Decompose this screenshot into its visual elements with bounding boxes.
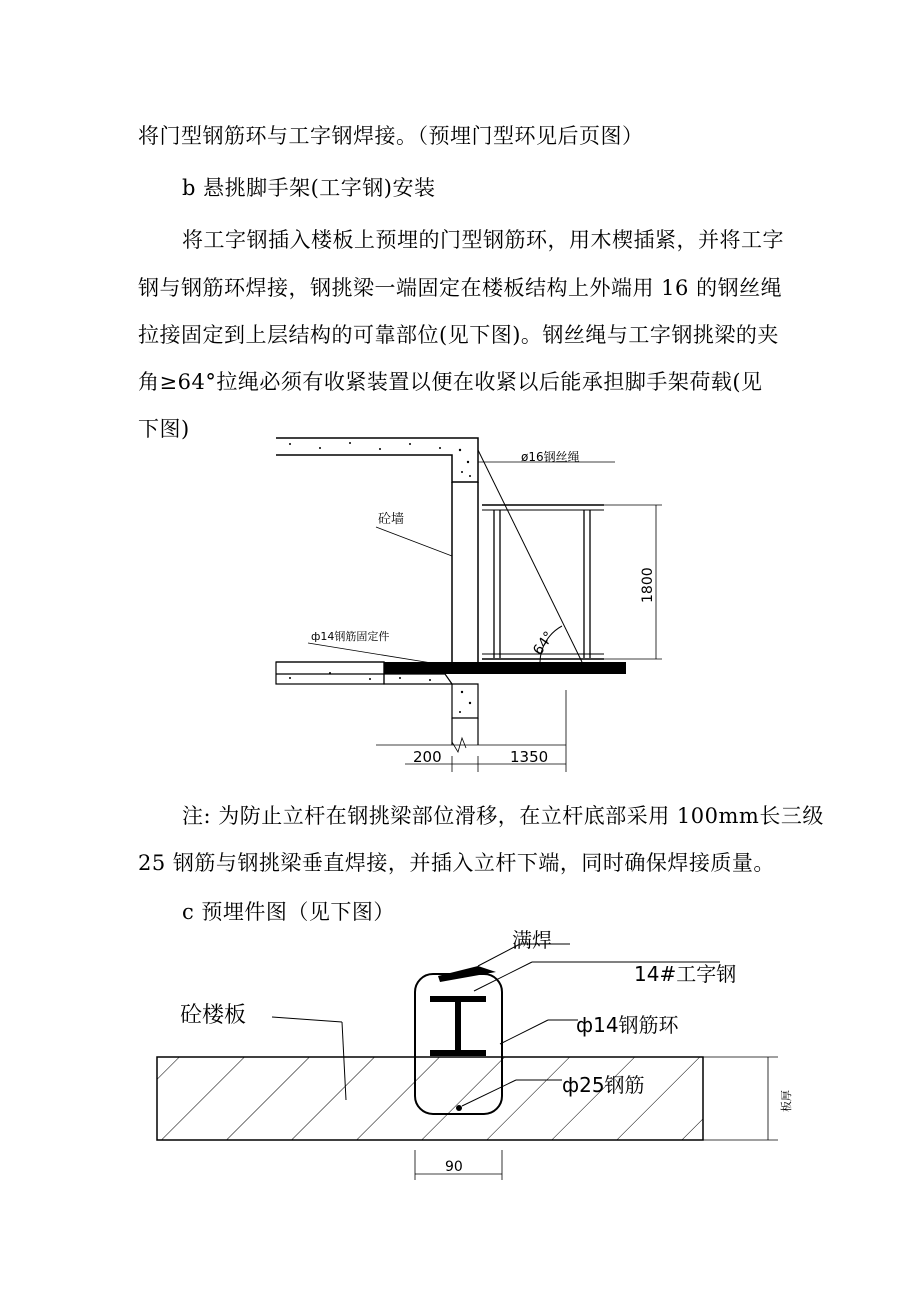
dimension-right: 1350 <box>510 748 549 766</box>
paragraph-line-6: 角≥64°拉绳必须有收紧装置以便在收紧以后能承担脚手架荷载(见 <box>138 370 763 394</box>
full-weld-label: 满焊 <box>512 928 552 952</box>
dimension-left: 200 <box>413 748 442 766</box>
paragraph-line-4: 钢与钢筋环焊接，钢挑梁一端固定在楼板结构上外端用 16 的钢丝绳 <box>138 276 783 300</box>
wire-rope-label: ø16钢丝绳 <box>521 450 580 464</box>
width-dimension: 90 <box>445 1159 463 1175</box>
note-line-1: 注: 为防止立杆在钢挑梁部位滑移，在立杆底部采用 100mm长三级 <box>182 804 824 828</box>
wall-label: 砼墙 <box>378 512 405 527</box>
subheading-c: c 预埋件图（见下图） <box>182 900 395 924</box>
fixing-label: ф14钢筋固定件 <box>311 630 390 643</box>
paragraph-line-1: 将门型钢筋环与工字钢焊接。（预埋门型环见后页图） <box>138 124 644 148</box>
rebar-ring-label: ф14钢筋环 <box>576 1013 679 1037</box>
subheading-b: b 悬挑脚手架(工字钢)安装 <box>182 176 436 200</box>
paragraph-line-3: 将工字钢插入楼板上预埋的门型钢筋环，用木楔插紧，并将工字 <box>182 228 784 252</box>
rebar-label: ф25钢筋 <box>562 1073 645 1097</box>
note-line-2: 25 钢筋与钢挑梁垂直焊接，并插入立杆下端，同时确保焊接质量。 <box>138 851 775 875</box>
slab-label: 砼楼板 <box>180 1003 247 1028</box>
i-beam-label: 14#工字钢 <box>634 962 737 986</box>
height-dimension: 1800 <box>640 567 656 603</box>
thickness-label: 板厚 <box>780 1090 793 1112</box>
paragraph-line-5: 拉接固定到上层结构的可靠部位(见下图)。钢丝绳与工字钢挑梁的夹 <box>138 323 779 347</box>
angle-label: 64° <box>530 628 558 659</box>
paragraph-line-7: 下图) <box>138 417 190 441</box>
